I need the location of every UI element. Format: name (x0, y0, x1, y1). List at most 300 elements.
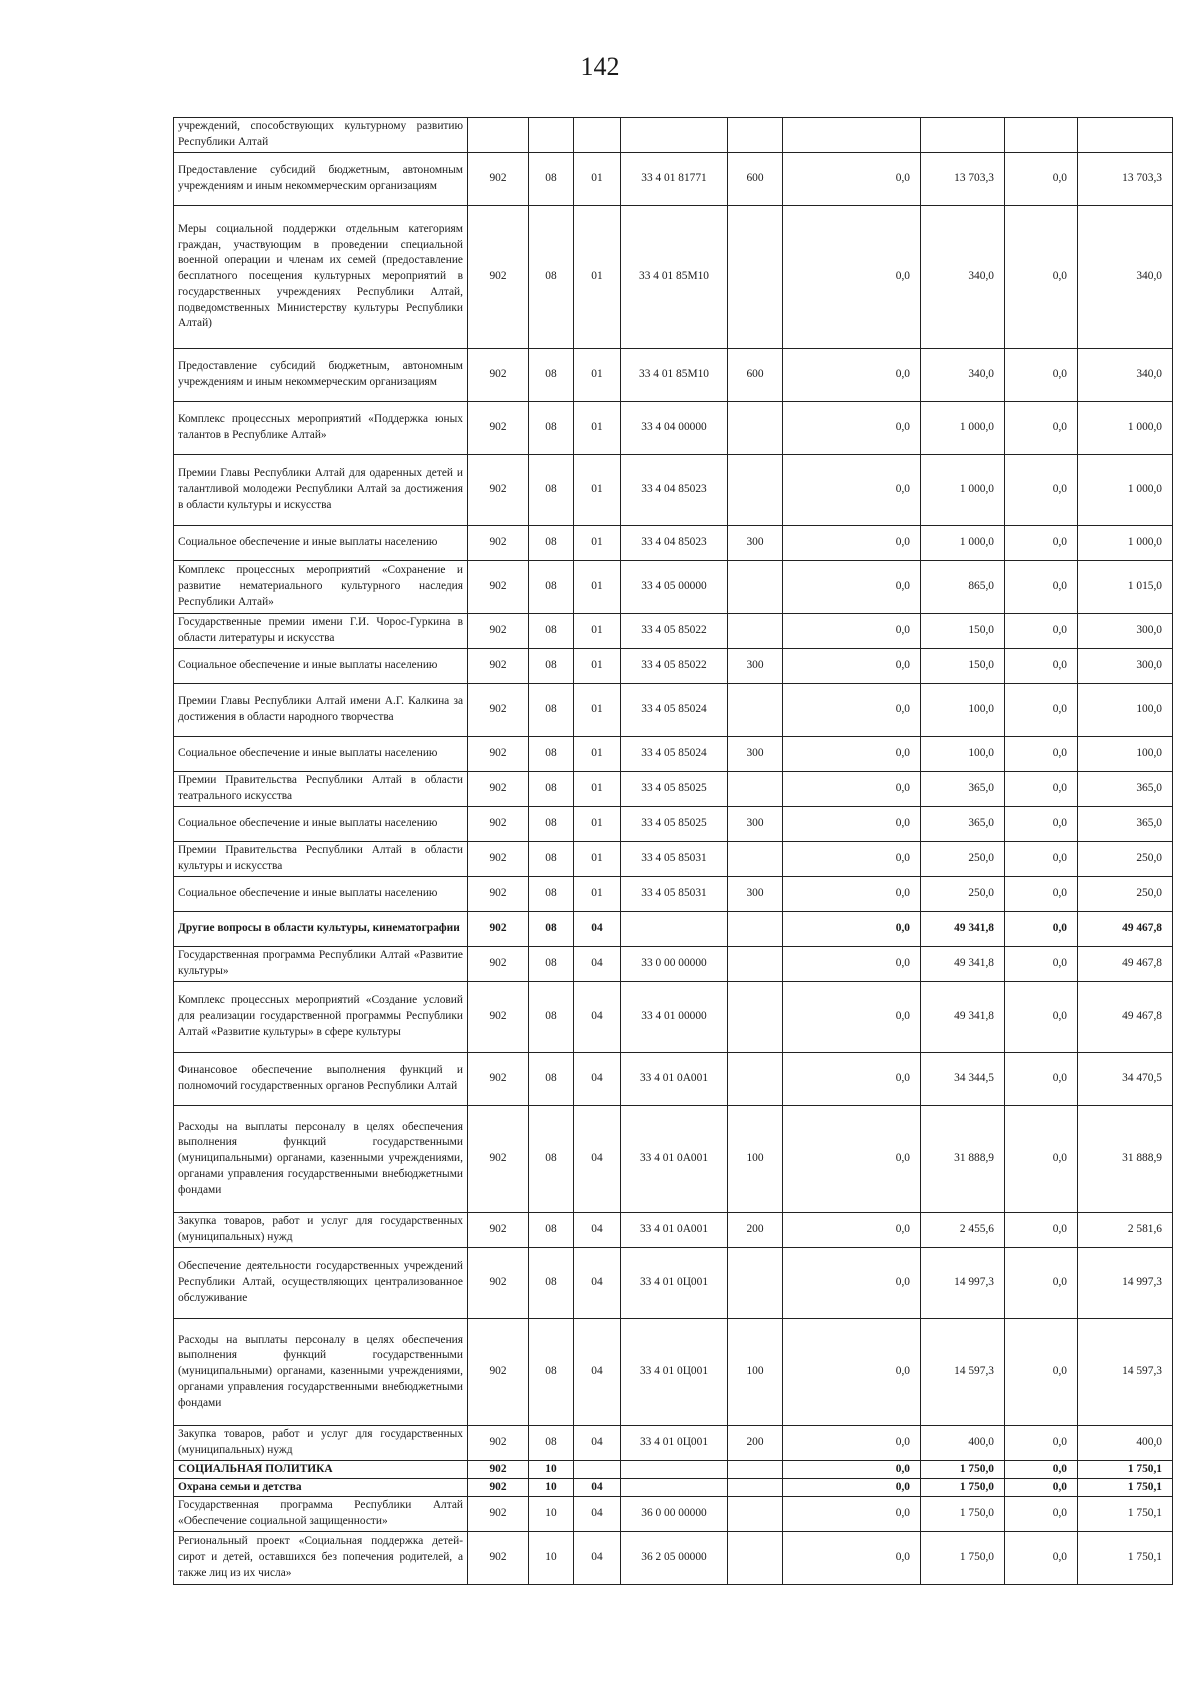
table-row (174, 206, 1173, 349)
subsection-code-cell: 01 (574, 649, 621, 684)
row-name-cell: Премии Главы Республики Алтай для одаренных детей и талантливой молодежи Республики Алтай за достижения в области культуры и искусства (174, 455, 468, 526)
row-name-cell: Премии Правительства Республики Алтай в области культуры и искусства (174, 842, 468, 877)
ved-code-cell: 902 (468, 526, 529, 561)
expense-type-cell: 300 (728, 649, 783, 684)
expense-type-cell (728, 206, 783, 349)
target-article-cell: 33 0 00 00000 (621, 947, 728, 982)
amount-cell: 13 703,3 (921, 153, 1005, 206)
section-code-cell: 10 (529, 1497, 574, 1532)
amount-cell: 0,0 (1005, 1106, 1078, 1213)
amount-cell: 49 341,8 (921, 982, 1005, 1053)
amount-cell: 0,0 (1005, 402, 1078, 455)
amount-cell: 0,0 (1005, 947, 1078, 982)
amount-cell: 0,0 (1005, 526, 1078, 561)
amount-cell: 400,0 (921, 1426, 1005, 1461)
target-article-cell: 33 4 01 0А001 (621, 1106, 728, 1213)
target-article-cell: 33 4 01 0А001 (621, 1053, 728, 1106)
section-code-cell: 08 (529, 1106, 574, 1213)
ved-code-cell: 902 (468, 614, 529, 649)
section-code-cell: 08 (529, 1213, 574, 1248)
expense-type-cell: 300 (728, 737, 783, 772)
section-code-cell: 08 (529, 842, 574, 877)
table-row (174, 1497, 1173, 1532)
expense-type-cell: 600 (728, 349, 783, 402)
subsection-code-cell: 01 (574, 206, 621, 349)
row-name-cell: Социальное обеспечение и иные выплаты населению (174, 877, 468, 912)
amount-cell: 0,0 (783, 807, 921, 842)
table-row (174, 349, 1173, 402)
amount-cell: 400,0 (1078, 1426, 1173, 1461)
table-row (174, 772, 1173, 807)
subsection-code-cell: 01 (574, 455, 621, 526)
section-code-cell: 08 (529, 877, 574, 912)
ved-code-cell: 902 (468, 684, 529, 737)
amount-cell: 49 467,8 (1078, 947, 1173, 982)
subsection-code-cell: 01 (574, 877, 621, 912)
target-article-cell: 33 4 05 85025 (621, 772, 728, 807)
row-name-cell: Предоставление субсидий бюджетным, автономным учреждениям и иным некоммерческим организациям (174, 153, 468, 206)
amount-cell: 1 000,0 (1078, 526, 1173, 561)
ved-code-cell: 902 (468, 1106, 529, 1213)
table-row (174, 737, 1173, 772)
row-name-cell: Комплекс процессных мероприятий «Поддержка юных талантов в Республике Алтай» (174, 402, 468, 455)
amount-cell: 100,0 (1078, 737, 1173, 772)
subsection-code-cell: 04 (574, 1426, 621, 1461)
section-code-cell: 08 (529, 349, 574, 402)
amount-cell (1078, 118, 1173, 153)
table-row (174, 614, 1173, 649)
amount-cell: 0,0 (783, 649, 921, 684)
amount-cell: 1 750,0 (921, 1532, 1005, 1585)
table-row (174, 118, 1173, 153)
target-article-cell: 33 4 05 85022 (621, 614, 728, 649)
expense-type-cell (728, 561, 783, 614)
amount-cell: 340,0 (1078, 206, 1173, 349)
amount-cell: 0,0 (783, 1053, 921, 1106)
amount-cell: 34 344,5 (921, 1053, 1005, 1106)
target-article-cell: 33 4 01 85М10 (621, 206, 728, 349)
row-name-cell: Социальное обеспечение и иные выплаты населению (174, 737, 468, 772)
amount-cell: 250,0 (1078, 877, 1173, 912)
amount-cell: 0,0 (783, 206, 921, 349)
amount-cell: 0,0 (1005, 1497, 1078, 1532)
ved-code-cell: 902 (468, 1532, 529, 1585)
ved-code-cell: 902 (468, 982, 529, 1053)
table-row (174, 1319, 1173, 1426)
target-article-cell: 33 4 01 0Ц001 (621, 1426, 728, 1461)
amount-cell: 0,0 (1005, 1319, 1078, 1426)
section-code-cell: 08 (529, 807, 574, 842)
row-name-cell: Расходы на выплаты персоналу в целях обеспечения выполнения функций государственными (муниципальными) органами, казенными учреждениями, органами управления государственными внебюджетными фондами (174, 1106, 468, 1213)
expense-type-cell: 200 (728, 1426, 783, 1461)
section-code-cell (529, 118, 574, 153)
section-code-cell: 08 (529, 772, 574, 807)
expense-type-cell (728, 455, 783, 526)
expense-type-cell (728, 1053, 783, 1106)
amount-cell: 0,0 (783, 1426, 921, 1461)
ved-code-cell: 902 (468, 877, 529, 912)
amount-cell: 150,0 (921, 614, 1005, 649)
amount-cell: 0,0 (783, 1213, 921, 1248)
ved-code-cell: 902 (468, 206, 529, 349)
amount-cell: 0,0 (1005, 614, 1078, 649)
expense-type-cell (728, 912, 783, 947)
amount-cell: 1 750,0 (921, 1479, 1005, 1497)
section-code-cell: 08 (529, 1426, 574, 1461)
subsection-code-cell: 04 (574, 982, 621, 1053)
amount-cell (1005, 118, 1078, 153)
ved-code-cell: 902 (468, 1319, 529, 1426)
expense-type-cell: 100 (728, 1319, 783, 1426)
target-article-cell (621, 1461, 728, 1479)
ved-code-cell: 902 (468, 455, 529, 526)
row-name-cell: Финансовое обеспечение выполнения функций и полномочий государственных органов Республики Алтай (174, 1053, 468, 1106)
amount-cell: 0,0 (1005, 982, 1078, 1053)
amount-cell: 1 000,0 (1078, 455, 1173, 526)
target-article-cell: 33 4 01 81771 (621, 153, 728, 206)
section-code-cell: 08 (529, 1053, 574, 1106)
amount-cell: 0,0 (1005, 1053, 1078, 1106)
amount-cell: 0,0 (783, 947, 921, 982)
target-article-cell: 33 4 05 00000 (621, 561, 728, 614)
table-row (174, 455, 1173, 526)
target-article-cell: 36 0 00 00000 (621, 1497, 728, 1532)
amount-cell: 1 000,0 (921, 526, 1005, 561)
amount-cell: 0,0 (1005, 842, 1078, 877)
table-row (174, 1213, 1173, 1248)
section-code-cell: 08 (529, 737, 574, 772)
amount-cell: 0,0 (1005, 1213, 1078, 1248)
subsection-code-cell (574, 118, 621, 153)
expense-type-cell (728, 772, 783, 807)
section-code-cell: 08 (529, 649, 574, 684)
expense-type-cell: 300 (728, 526, 783, 561)
amount-cell: 0,0 (783, 614, 921, 649)
table-row (174, 877, 1173, 912)
amount-cell: 365,0 (1078, 807, 1173, 842)
row-name-cell: Премии Главы Республики Алтай имени А.Г. Калкина за достижения в области народного творчества (174, 684, 468, 737)
amount-cell: 250,0 (921, 842, 1005, 877)
expense-type-cell (728, 614, 783, 649)
expense-type-cell (728, 1461, 783, 1479)
amount-cell: 0,0 (1005, 1248, 1078, 1319)
amount-cell: 1 750,1 (1078, 1532, 1173, 1585)
amount-cell (783, 118, 921, 153)
amount-cell: 0,0 (1005, 737, 1078, 772)
target-article-cell: 33 4 01 00000 (621, 982, 728, 1053)
amount-cell: 49 341,8 (921, 912, 1005, 947)
table-row (174, 982, 1173, 1053)
table-row (174, 153, 1173, 206)
row-name-cell: Региональный проект «Социальная поддержка детей-сирот и детей, оставшихся без попечения родителей, а также лиц из их числа» (174, 1532, 468, 1585)
expense-type-cell: 100 (728, 1106, 783, 1213)
subsection-code-cell: 01 (574, 153, 621, 206)
row-name-cell: Предоставление субсидий бюджетным, автономным учреждениям и иным некоммерческим организациям (174, 349, 468, 402)
ved-code-cell: 902 (468, 912, 529, 947)
expense-type-cell (728, 1532, 783, 1585)
amount-cell: 34 470,5 (1078, 1053, 1173, 1106)
section-code-cell: 08 (529, 614, 574, 649)
amount-cell: 0,0 (1005, 649, 1078, 684)
row-name-cell: Комплекс процессных мероприятий «Сохранение и развитие нематериального культурного наследия Республики Алтай» (174, 561, 468, 614)
table-body (174, 118, 1173, 1585)
amount-cell: 365,0 (921, 772, 1005, 807)
section-code-cell: 08 (529, 206, 574, 349)
target-article-cell: 33 4 05 85024 (621, 684, 728, 737)
amount-cell: 340,0 (921, 349, 1005, 402)
section-code-cell: 08 (529, 684, 574, 737)
ved-code-cell: 902 (468, 1497, 529, 1532)
subsection-code-cell: 04 (574, 1319, 621, 1426)
amount-cell: 0,0 (783, 1497, 921, 1532)
target-article-cell: 33 4 05 85022 (621, 649, 728, 684)
subsection-code-cell: 01 (574, 684, 621, 737)
row-name-cell: Социальное обеспечение и иные выплаты населению (174, 807, 468, 842)
target-article-cell: 33 4 05 85024 (621, 737, 728, 772)
amount-cell: 49 467,8 (1078, 912, 1173, 947)
subsection-code-cell: 04 (574, 1213, 621, 1248)
amount-cell: 0,0 (783, 349, 921, 402)
subsection-code-cell: 04 (574, 1248, 621, 1319)
expense-type-cell (728, 842, 783, 877)
expense-type-cell (728, 402, 783, 455)
subsection-code-cell: 04 (574, 1106, 621, 1213)
amount-cell: 0,0 (1005, 877, 1078, 912)
amount-cell: 0,0 (783, 561, 921, 614)
amount-cell: 0,0 (783, 737, 921, 772)
subsection-code-cell: 01 (574, 807, 621, 842)
ved-code-cell: 902 (468, 1479, 529, 1497)
target-article-cell: 33 4 01 0Ц001 (621, 1248, 728, 1319)
amount-cell: 0,0 (783, 842, 921, 877)
expense-type-cell: 300 (728, 807, 783, 842)
amount-cell: 1 750,1 (1078, 1479, 1173, 1497)
page-number: 142 (580, 52, 620, 81)
amount-cell: 13 703,3 (1078, 153, 1173, 206)
section-code-cell: 08 (529, 526, 574, 561)
expense-type-cell (728, 1497, 783, 1532)
amount-cell: 0,0 (783, 1248, 921, 1319)
amount-cell: 2 581,6 (1078, 1213, 1173, 1248)
amount-cell: 150,0 (921, 649, 1005, 684)
amount-cell: 250,0 (1078, 842, 1173, 877)
subsection-code-cell: 01 (574, 737, 621, 772)
ved-code-cell: 902 (468, 402, 529, 455)
ved-code-cell: 902 (468, 1213, 529, 1248)
row-name-cell: Премии Правительства Республики Алтай в области театрального искусства (174, 772, 468, 807)
ved-code-cell: 902 (468, 1248, 529, 1319)
table-row (174, 402, 1173, 455)
section-code-cell: 08 (529, 402, 574, 455)
subsection-code-cell: 01 (574, 349, 621, 402)
subsection-code-cell: 04 (574, 1479, 621, 1497)
amount-cell: 1 750,1 (1078, 1497, 1173, 1532)
amount-cell: 0,0 (1005, 772, 1078, 807)
section-code-cell: 08 (529, 912, 574, 947)
subsection-code-cell (574, 1461, 621, 1479)
row-name-cell: Социальное обеспечение и иные выплаты населению (174, 649, 468, 684)
expense-type-cell (728, 1248, 783, 1319)
budget-table (173, 117, 1173, 1585)
target-article-cell (621, 118, 728, 153)
row-name-cell: Комплекс процессных мероприятий «Создание условий для реализации государственной программы Республики Алтай «Развитие культуры» в сфере культуры (174, 982, 468, 1053)
amount-cell: 1 000,0 (921, 402, 1005, 455)
amount-cell: 14 997,3 (921, 1248, 1005, 1319)
amount-cell: 0,0 (1005, 684, 1078, 737)
ved-code-cell (468, 118, 529, 153)
subsection-code-cell: 01 (574, 402, 621, 455)
target-article-cell: 33 4 04 00000 (621, 402, 728, 455)
amount-cell: 0,0 (783, 153, 921, 206)
ved-code-cell: 902 (468, 772, 529, 807)
amount-cell: 1 000,0 (1078, 402, 1173, 455)
subsection-code-cell: 01 (574, 526, 621, 561)
ved-code-cell: 902 (468, 1461, 529, 1479)
row-name-cell: Закупка товаров, работ и услуг для государственных (муниципальных) нужд (174, 1213, 468, 1248)
amount-cell: 49 341,8 (921, 947, 1005, 982)
ved-code-cell: 902 (468, 737, 529, 772)
subsection-code-cell: 04 (574, 912, 621, 947)
amount-cell: 100,0 (921, 684, 1005, 737)
amount-cell: 1 015,0 (1078, 561, 1173, 614)
expense-type-cell: 600 (728, 153, 783, 206)
amount-cell: 1 750,0 (921, 1461, 1005, 1479)
amount-cell: 0,0 (1005, 349, 1078, 402)
amount-cell (921, 118, 1005, 153)
section-code-cell: 10 (529, 1479, 574, 1497)
row-name-cell: Закупка товаров, работ и услуг для государственных (муниципальных) нужд (174, 1426, 468, 1461)
ved-code-cell: 902 (468, 561, 529, 614)
table-row (174, 842, 1173, 877)
amount-cell: 0,0 (1005, 1479, 1078, 1497)
table-row (174, 912, 1173, 947)
table-row (174, 1426, 1173, 1461)
amount-cell: 2 455,6 (921, 1213, 1005, 1248)
amount-cell: 14 597,3 (1078, 1319, 1173, 1426)
amount-cell: 14 597,3 (921, 1319, 1005, 1426)
amount-cell: 14 997,3 (1078, 1248, 1173, 1319)
section-code-cell: 08 (529, 947, 574, 982)
row-name-cell: Охрана семьи и детства (174, 1479, 468, 1497)
row-name-cell: Меры социальной поддержки отдельным категориям граждан, участвующим в проведении специальной военной операции и членам их семей (предоставление бесплатного посещения культурных мероприятий в государственных учреждениях Республики Алтай, подведомственных Министерству культуры Республики Алтай) (174, 206, 468, 349)
section-code-cell: 08 (529, 982, 574, 1053)
ved-code-cell: 902 (468, 807, 529, 842)
subsection-code-cell: 01 (574, 842, 621, 877)
subsection-code-cell: 04 (574, 1497, 621, 1532)
amount-cell: 1 000,0 (921, 455, 1005, 526)
amount-cell: 0,0 (783, 772, 921, 807)
subsection-code-cell: 01 (574, 614, 621, 649)
amount-cell: 100,0 (921, 737, 1005, 772)
amount-cell: 1 750,1 (1078, 1461, 1173, 1479)
target-article-cell: 33 4 05 85031 (621, 842, 728, 877)
table-row (174, 1461, 1173, 1479)
table-row (174, 649, 1173, 684)
amount-cell: 0,0 (1005, 206, 1078, 349)
table-row (174, 807, 1173, 842)
row-name-cell: Обеспечение деятельности государственных учреждений Республики Алтай, осуществляющих централизованное обслуживание (174, 1248, 468, 1319)
amount-cell: 340,0 (1078, 349, 1173, 402)
row-name-cell: Государственная программа Республики Алтай «Развитие культуры» (174, 947, 468, 982)
amount-cell: 0,0 (783, 877, 921, 912)
ved-code-cell: 902 (468, 153, 529, 206)
amount-cell: 365,0 (1078, 772, 1173, 807)
amount-cell: 340,0 (921, 206, 1005, 349)
amount-cell: 0,0 (1005, 1426, 1078, 1461)
ved-code-cell: 902 (468, 349, 529, 402)
subsection-code-cell: 01 (574, 772, 621, 807)
amount-cell: 0,0 (1005, 1461, 1078, 1479)
row-name-cell: Социальное обеспечение и иные выплаты населению (174, 526, 468, 561)
section-code-cell: 08 (529, 1248, 574, 1319)
target-article-cell: 33 4 05 85031 (621, 877, 728, 912)
amount-cell: 0,0 (783, 1319, 921, 1426)
table-row (174, 684, 1173, 737)
amount-cell: 31 888,9 (1078, 1106, 1173, 1213)
amount-cell: 365,0 (921, 807, 1005, 842)
amount-cell: 0,0 (783, 1106, 921, 1213)
ved-code-cell: 902 (468, 649, 529, 684)
expense-type-cell (728, 684, 783, 737)
amount-cell: 865,0 (921, 561, 1005, 614)
target-article-cell: 33 4 04 85023 (621, 526, 728, 561)
target-article-cell: 33 4 01 0А001 (621, 1213, 728, 1248)
table-row (174, 1479, 1173, 1497)
subsection-code-cell: 04 (574, 947, 621, 982)
ved-code-cell: 902 (468, 1053, 529, 1106)
section-code-cell: 08 (529, 1319, 574, 1426)
section-code-cell: 08 (529, 455, 574, 526)
amount-cell: 0,0 (1005, 1532, 1078, 1585)
target-article-cell: 33 4 04 85023 (621, 455, 728, 526)
amount-cell: 300,0 (1078, 649, 1173, 684)
amount-cell: 0,0 (783, 912, 921, 947)
table-row (174, 1053, 1173, 1106)
target-article-cell: 33 4 01 85М10 (621, 349, 728, 402)
amount-cell: 0,0 (783, 526, 921, 561)
amount-cell: 0,0 (783, 455, 921, 526)
subsection-code-cell: 04 (574, 1053, 621, 1106)
amount-cell: 0,0 (1005, 153, 1078, 206)
amount-cell: 0,0 (783, 402, 921, 455)
target-article-cell (621, 1479, 728, 1497)
ved-code-cell: 902 (468, 947, 529, 982)
ved-code-cell: 902 (468, 1426, 529, 1461)
amount-cell: 0,0 (1005, 807, 1078, 842)
amount-cell: 250,0 (921, 877, 1005, 912)
table-row (174, 1106, 1173, 1213)
amount-cell: 0,0 (1005, 912, 1078, 947)
table-row (174, 561, 1173, 614)
section-code-cell: 10 (529, 1532, 574, 1585)
table-row (174, 526, 1173, 561)
amount-cell: 0,0 (783, 1461, 921, 1479)
ved-code-cell: 902 (468, 842, 529, 877)
subsection-code-cell: 04 (574, 1532, 621, 1585)
amount-cell: 100,0 (1078, 684, 1173, 737)
amount-cell: 0,0 (1005, 455, 1078, 526)
section-code-cell: 08 (529, 561, 574, 614)
table-row (174, 1248, 1173, 1319)
amount-cell: 0,0 (783, 684, 921, 737)
target-article-cell: 33 4 05 85025 (621, 807, 728, 842)
section-code-cell: 10 (529, 1461, 574, 1479)
row-name-cell: СОЦИАЛЬНАЯ ПОЛИТИКА (174, 1461, 468, 1479)
table-row (174, 947, 1173, 982)
expense-type-cell (728, 947, 783, 982)
row-name-cell: учреждений, способствующих культурному развитию Республики Алтай (174, 118, 468, 153)
amount-cell: 1 750,0 (921, 1497, 1005, 1532)
